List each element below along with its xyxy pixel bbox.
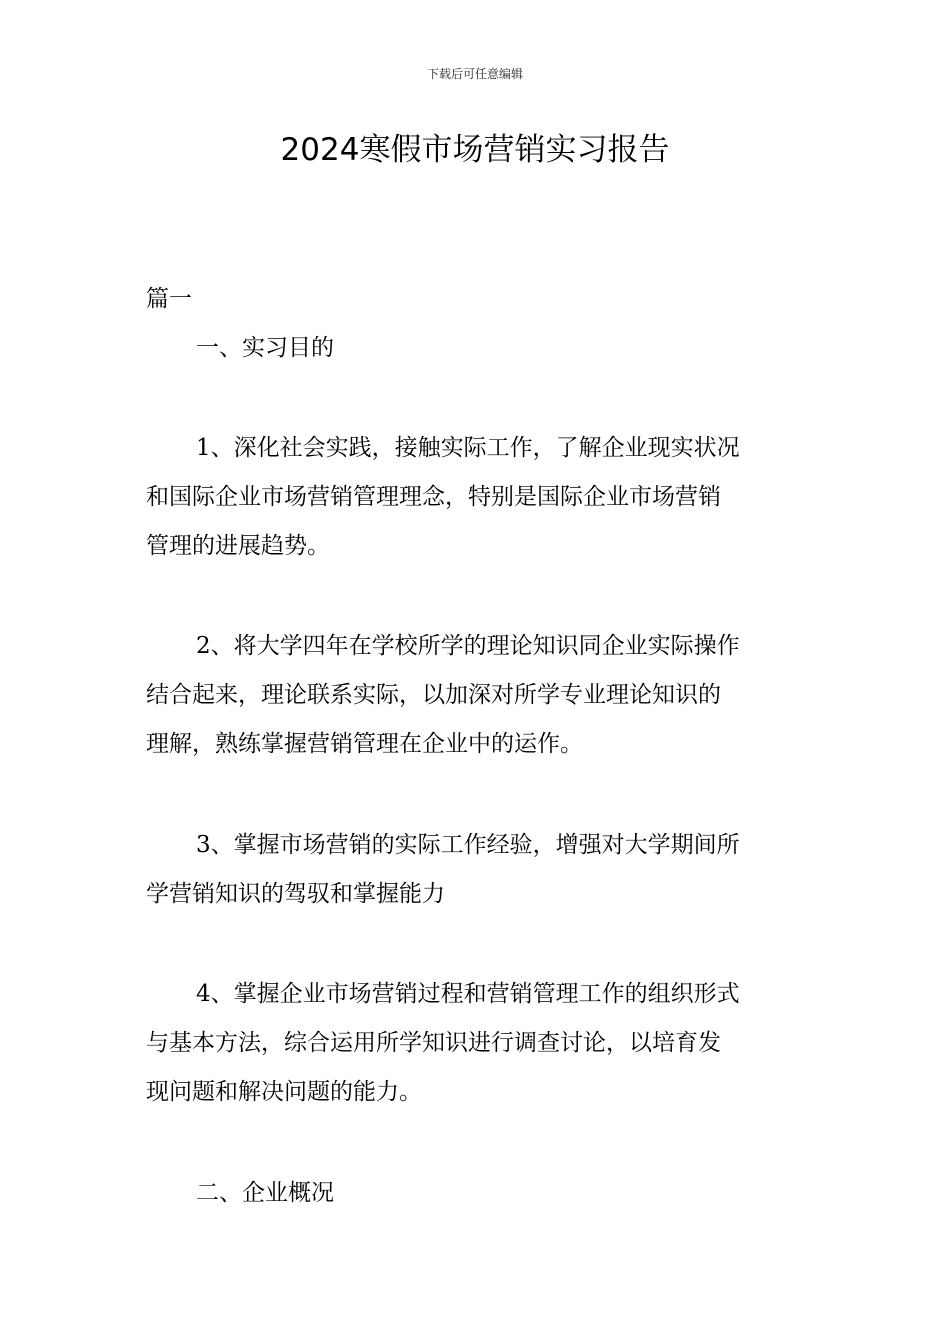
paragraph-line: 4、掌握企业市场营销过程和营销管理工作的组织形式 [196, 981, 740, 1007]
paragraph-line: 2、将大学四年在学校所学的理论知识同企业实际操作 [196, 633, 740, 659]
paragraph-goal-4 [146, 970, 808, 1117]
paragraph-goal-1 [146, 424, 808, 571]
section-heading-purpose-text: 一、实习目的 [196, 335, 334, 361]
part-label-text: 篇一 [146, 286, 192, 312]
paragraph-line: 管理的进展趋势。 [146, 533, 330, 559]
paragraph-line: 理解，熟练掌握营销管理在企业中的运作。 [146, 731, 583, 757]
paragraph-goal-3 [146, 821, 808, 919]
section-heading-company [146, 1169, 808, 1218]
section-heading-purpose [146, 324, 808, 373]
paragraph-line: 和国际企业市场营销管理理念，特别是国际企业市场营销 [146, 484, 721, 510]
paragraph-line: 现问题和解决问题的能力。 [146, 1079, 422, 1105]
section-heading-company-text: 二、企业概况 [196, 1180, 334, 1206]
paragraph-goal-2 [146, 622, 808, 769]
paragraph-line: 结合起来，理论联系实际，以加深对所学专业理论知识的 [146, 682, 721, 708]
part-label [146, 275, 808, 324]
document-title: 2024寒假市场营销实习报告 [280, 132, 670, 168]
header-note: 下载后可任意编辑 [426, 67, 523, 81]
paragraph-line: 与基本方法，综合运用所学知识进行调查讨论，以培育发 [146, 1030, 721, 1056]
paragraph-line: 1、深化社会实践，接触实际工作，了解企业现实状况 [196, 435, 740, 461]
paragraph-line: 学营销知识的驾驭和掌握能力 [146, 881, 445, 907]
paragraph-line: 3、掌握市场营销的实际工作经验，增强对大学期间所 [196, 832, 740, 858]
